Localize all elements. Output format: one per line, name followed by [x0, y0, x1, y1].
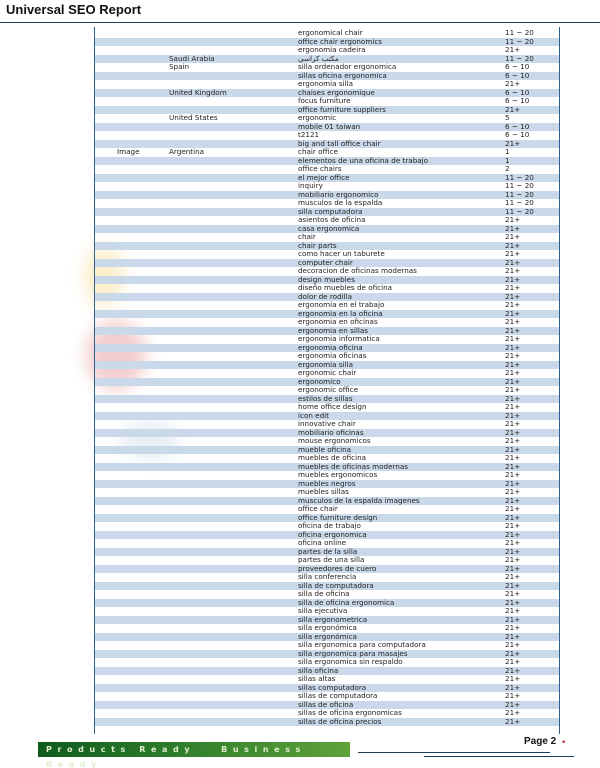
- keyword-cell: computer chair: [298, 258, 353, 267]
- rank-cell: 21+: [505, 658, 521, 666]
- keyword-cell: decoracion de oficinas modernas: [298, 267, 417, 275]
- keyword-cell: ergonomia informatica: [298, 335, 380, 343]
- table-row: [95, 522, 559, 531]
- keyword-cell: silla ergonómica: [298, 624, 357, 632]
- rank-cell: 21+: [505, 420, 521, 428]
- table-row: [95, 80, 559, 89]
- table-row: [95, 590, 559, 599]
- rank-cell: 21+: [505, 105, 521, 114]
- rank-cell: 21+: [505, 445, 521, 454]
- table-row: [95, 463, 559, 472]
- keyword-cell: silla de computadora: [298, 581, 374, 590]
- rank-cell: 21+: [505, 573, 521, 581]
- keyword-cell: big and tall office chair: [298, 139, 381, 148]
- table-row: [95, 386, 559, 395]
- rank-cell: 21+: [505, 624, 521, 632]
- table-row: [95, 140, 559, 149]
- rank-cell: 21+: [505, 547, 521, 556]
- rank-cell: 6 ~ 10: [505, 122, 530, 131]
- keyword-cell: design muebles: [298, 275, 355, 284]
- keyword-cell: mueble oficina: [298, 445, 352, 454]
- rank-cell: 21+: [505, 641, 521, 649]
- keyword-cell: partes de una silla: [298, 556, 365, 564]
- rank-cell: 21+: [505, 267, 521, 275]
- rank-cell: 6 ~ 10: [505, 63, 530, 71]
- keyword-cell: focus furniture: [298, 97, 351, 105]
- keyword-cell: estilos de sillas: [298, 394, 353, 403]
- rank-cell: 21+: [505, 258, 521, 267]
- rank-cell: 21+: [505, 666, 521, 675]
- keyword-cell: ergonomical chair: [298, 29, 363, 37]
- footer-tagline-right: Business Ready: [46, 745, 306, 768]
- keyword-cell: sillas oficina ergonomica: [298, 71, 387, 80]
- keyword-cell: ergonomia en sillas: [298, 326, 368, 335]
- table-row: [95, 573, 559, 582]
- keyword-cell: ergonomia cadeira: [298, 46, 366, 54]
- table-row: [95, 174, 559, 183]
- rank-cell: 21+: [505, 692, 521, 700]
- rank-cell: 11 ~ 20: [505, 207, 534, 216]
- table-row: [95, 548, 559, 557]
- keyword-cell: silla ergonómica: [298, 632, 357, 641]
- table-row: [95, 488, 559, 497]
- rank-cell: 21+: [505, 556, 521, 564]
- table-row: [95, 259, 559, 268]
- table-row: [95, 675, 559, 684]
- table-row: [95, 616, 559, 625]
- table-row: [95, 446, 559, 455]
- table-row: [95, 46, 559, 55]
- rank-cell: 21+: [505, 411, 521, 420]
- keyword-cell: silla de oficina ergonomica: [298, 598, 395, 607]
- table-row: [95, 437, 559, 446]
- keyword-cell: musculos de la espalda: [298, 199, 383, 207]
- table-row: [95, 403, 559, 412]
- table-row: [95, 318, 559, 327]
- table-row: [95, 718, 559, 727]
- rank-cell: 21+: [505, 377, 521, 386]
- keyword-cell: chair parts: [298, 241, 337, 250]
- table-row: [95, 352, 559, 361]
- keyword-cell: silla ergonomica para computadora: [298, 641, 426, 649]
- rank-cell: 11 ~ 20: [505, 190, 534, 199]
- table-row: [95, 225, 559, 234]
- rank-cell: 21+: [505, 241, 521, 250]
- header-divider: [0, 22, 600, 23]
- rank-cell: 21+: [505, 700, 521, 709]
- keyword-cell: silla de oficina: [298, 590, 350, 598]
- keyword-cell: oficina de trabajo: [298, 522, 361, 530]
- rank-cell: 21+: [505, 615, 521, 624]
- table-row: [95, 208, 559, 217]
- rank-cell: 21+: [505, 581, 521, 590]
- keyword-cell: muebles negros: [298, 479, 356, 488]
- keyword-cell: silla ordenador ergonomica: [298, 63, 397, 71]
- keyword-cell: ergonomic chair: [298, 369, 357, 377]
- rank-cell: 6 ~ 10: [505, 131, 530, 139]
- table-row: [95, 454, 559, 463]
- rank-cell: 21+: [505, 649, 521, 658]
- rank-cell: 21+: [505, 335, 521, 343]
- table-row: [95, 420, 559, 429]
- table-row: [95, 327, 559, 336]
- keyword-cell: chaises ergonomique: [298, 88, 375, 97]
- keyword-ranking-table: [95, 29, 559, 726]
- table-row: [95, 633, 559, 642]
- keyword-cell: mobile 01 taiwan: [298, 122, 361, 131]
- rank-cell: 21+: [505, 139, 521, 148]
- keyword-cell: ergonomic: [298, 114, 337, 122]
- table-row: [95, 650, 559, 659]
- table-row: [95, 97, 559, 106]
- page-marker-dot: •: [561, 738, 567, 748]
- keyword-cell: muebles sillas: [298, 488, 349, 496]
- footer-banner: [38, 742, 350, 768]
- rank-cell: 21+: [505, 505, 521, 513]
- rank-cell: 21+: [505, 607, 521, 615]
- rank-cell: 21+: [505, 717, 521, 726]
- table-row: [95, 72, 559, 81]
- keyword-cell: office furniture design: [298, 513, 378, 522]
- rank-cell: 21+: [505, 454, 521, 462]
- table-row: [95, 114, 559, 123]
- keyword-cell: ergonomia silla: [298, 80, 353, 88]
- keyword-cell: sillas de computadora: [298, 692, 378, 700]
- rank-cell: 6 ~ 10: [505, 88, 530, 97]
- rank-cell: 21+: [505, 326, 521, 335]
- rank-cell: 21+: [505, 428, 521, 437]
- rank-cell: 1: [505, 148, 510, 156]
- rank-cell: 21+: [505, 309, 521, 318]
- keyword-cell: el mejor office: [298, 173, 350, 182]
- rank-cell: 21+: [505, 403, 521, 411]
- keyword-cell: office chair ergonomics: [298, 37, 383, 46]
- rank-cell: 21+: [505, 46, 521, 54]
- keyword-cell: office chair: [298, 505, 338, 513]
- keyword-cell: ergonomia oficinas: [298, 352, 367, 360]
- rank-cell: 21+: [505, 437, 521, 445]
- table-row: [95, 131, 559, 140]
- keyword-cell: dolor de rodilla: [298, 292, 353, 301]
- table-row: [95, 267, 559, 276]
- keyword-cell: mouse ergonomicos: [298, 437, 371, 445]
- rank-cell: 21+: [505, 394, 521, 403]
- rank-cell: 11 ~ 20: [505, 182, 534, 190]
- rank-cell: 21+: [505, 709, 521, 717]
- table-row: [95, 165, 559, 174]
- keyword-cell: casa ergonomica: [298, 224, 360, 233]
- footer-tagline-left: Products Ready: [46, 745, 196, 754]
- table-row: [95, 55, 559, 64]
- keyword-cell: mobiliario ergonomico: [298, 190, 379, 199]
- page-number: Page 2: [524, 736, 557, 747]
- table-row: [95, 514, 559, 523]
- keyword-cell: oficina online: [298, 539, 347, 547]
- rank-cell: 21+: [505, 284, 521, 292]
- country-cell: Argentina: [169, 148, 205, 156]
- keyword-cell: silla ejecutiva: [298, 607, 348, 615]
- table-row: [95, 539, 559, 548]
- table-row: [95, 182, 559, 191]
- table-row: [95, 123, 559, 132]
- rank-cell: 21+: [505, 386, 521, 394]
- country-cell: United States: [169, 114, 218, 122]
- country-cell: Spain: [169, 63, 190, 71]
- rank-cell: 21+: [505, 233, 521, 241]
- keyword-cell: muebles ergonomicos: [298, 471, 378, 479]
- rank-cell: 21+: [505, 80, 521, 88]
- table-row: [95, 429, 559, 438]
- table-row: [95, 293, 559, 302]
- table-row: [95, 284, 559, 293]
- table-row: [95, 361, 559, 370]
- rank-cell: 11 ~ 20: [505, 29, 534, 37]
- rank-cell: 21+: [505, 632, 521, 641]
- keyword-cell: silla ergonomica sin respaldo: [298, 658, 403, 666]
- search-type-cell: Image: [117, 148, 140, 156]
- rank-cell: 21+: [505, 216, 521, 224]
- table-row: [95, 641, 559, 650]
- report-title: Universal SEO Report: [6, 2, 142, 17]
- table-row: [95, 369, 559, 378]
- table-row: [95, 684, 559, 693]
- keyword-cell: home office design: [298, 403, 367, 411]
- keyword-cell: sillas de oficina ergonomicas: [298, 709, 402, 717]
- rank-cell: 21+: [505, 462, 521, 471]
- rank-cell: 21+: [505, 360, 521, 369]
- table-row: [95, 667, 559, 676]
- table-row: [95, 216, 559, 225]
- rank-cell: 11 ~ 20: [505, 199, 534, 207]
- keyword-cell: مكتب كراسي: [298, 54, 339, 63]
- rank-cell: 21+: [505, 598, 521, 607]
- keyword-cell: ergonomia en la oficina: [298, 309, 383, 318]
- table-row: [95, 709, 559, 718]
- keyword-cell: ergonomia oficina: [298, 343, 363, 352]
- rank-cell: 21+: [505, 275, 521, 284]
- table-row: [95, 38, 559, 47]
- table-row: [95, 701, 559, 710]
- table-row: [95, 599, 559, 608]
- keyword-cell: asientos de oficina: [298, 216, 366, 224]
- keyword-cell: muebles de oficinas modernas: [298, 462, 409, 471]
- table-row: [95, 692, 559, 701]
- keyword-cell: silla ergonometrica: [298, 615, 368, 624]
- table-row: [95, 199, 559, 208]
- rank-cell: 21+: [505, 675, 521, 683]
- table-row: [95, 106, 559, 115]
- table-row: [95, 148, 559, 157]
- table-row: [95, 565, 559, 574]
- table-row: [95, 505, 559, 514]
- table-row: [95, 29, 559, 38]
- rank-cell: 21+: [505, 224, 521, 233]
- table-row: [95, 233, 559, 242]
- rank-cell: 21+: [505, 292, 521, 301]
- table-row: [95, 412, 559, 421]
- table-row: [95, 658, 559, 667]
- keyword-cell: office chairs: [298, 165, 342, 173]
- keyword-cell: office furniture suppliers: [298, 105, 386, 114]
- table-row: [95, 497, 559, 506]
- rank-cell: 21+: [505, 369, 521, 377]
- keyword-cell: icon edit: [298, 411, 329, 420]
- keyword-cell: chair: [298, 233, 316, 241]
- keyword-cell: proveedores de cuero: [298, 564, 377, 573]
- country-cell: Saudi Arabia: [169, 54, 215, 63]
- rank-cell: 6 ~ 10: [505, 71, 530, 80]
- keyword-cell: ergonomia en el trabajo: [298, 301, 385, 309]
- table-row: [95, 335, 559, 344]
- keyword-cell: diseño muebles de oficina: [298, 284, 393, 292]
- keyword-cell: sillas altas: [298, 675, 336, 683]
- table-row: [95, 471, 559, 480]
- table-row: [95, 378, 559, 387]
- rank-cell: 21+: [505, 250, 521, 258]
- rank-cell: 21+: [505, 530, 521, 539]
- table-row: [95, 607, 559, 616]
- rank-cell: 21+: [505, 522, 521, 530]
- keyword-cell: silla conferencia: [298, 573, 357, 581]
- table-row: [95, 395, 559, 404]
- keyword-cell: sillas de oficina: [298, 700, 354, 709]
- table-row: [95, 531, 559, 540]
- keyword-cell: ergonomico: [298, 377, 341, 386]
- footer-divider-upper: [358, 752, 550, 753]
- rank-cell: 21+: [505, 471, 521, 479]
- keyword-cell: innovative chair: [298, 420, 356, 428]
- rank-cell: 21+: [505, 343, 521, 352]
- rank-cell: 21+: [505, 479, 521, 488]
- table-row: [95, 242, 559, 251]
- keyword-cell: silla computadora: [298, 207, 363, 216]
- rank-cell: 21+: [505, 683, 521, 692]
- table-row: [95, 191, 559, 200]
- keyword-cell: ergonomic office: [298, 386, 359, 394]
- keyword-cell: elementos de una oficina de trabajo: [298, 156, 429, 165]
- table-row: [95, 63, 559, 72]
- rank-cell: 21+: [505, 488, 521, 496]
- rank-cell: 6 ~ 10: [505, 97, 530, 105]
- table-row: [95, 301, 559, 310]
- table-row: [95, 582, 559, 591]
- keyword-cell: sillas computadora: [298, 683, 367, 692]
- keyword-cell: silla ergonomica para masajes: [298, 649, 408, 658]
- keyword-cell: inquiry: [298, 182, 323, 190]
- keyword-cell: musculos de la espalda imagenes: [298, 496, 420, 505]
- table-row: [95, 250, 559, 259]
- rank-cell: 11 ~ 20: [505, 54, 534, 63]
- keyword-cell: silla oficina: [298, 666, 339, 675]
- rank-cell: 21+: [505, 301, 521, 309]
- footer-tagline: [46, 742, 350, 768]
- rank-cell: 21+: [505, 539, 521, 547]
- rank-cell: 21+: [505, 496, 521, 505]
- rank-cell: 21+: [505, 318, 521, 326]
- keyword-cell: t2121: [298, 131, 320, 139]
- rank-cell: 11 ~ 20: [505, 173, 534, 182]
- keyword-cell: mobiliario oficinas: [298, 428, 364, 437]
- table-row: [95, 276, 559, 285]
- rank-cell: 1: [505, 156, 510, 165]
- table-row: [95, 344, 559, 353]
- keyword-cell: como hacer un taburete: [298, 250, 385, 258]
- keyword-cell: oficina ergonomica: [298, 530, 367, 539]
- table-row: [95, 89, 559, 98]
- keyword-cell: muebles de oficina: [298, 454, 367, 462]
- footer-divider-lower: [424, 756, 574, 757]
- keyword-cell: ergonomia silla: [298, 360, 353, 369]
- table-row: [95, 157, 559, 166]
- rank-cell: 21+: [505, 352, 521, 360]
- rank-cell: 21+: [505, 590, 521, 598]
- table-row: [95, 310, 559, 319]
- table-row: [95, 556, 559, 565]
- table-right-border: [559, 27, 560, 734]
- rank-cell: 21+: [505, 564, 521, 573]
- rank-cell: 2: [505, 165, 510, 173]
- rank-cell: 21+: [505, 513, 521, 522]
- table-row: [95, 624, 559, 633]
- country-cell: United Kingdom: [169, 88, 227, 97]
- table-row: [95, 480, 559, 489]
- keyword-cell: sillas de oficina precios: [298, 717, 382, 726]
- keyword-cell: chair office: [298, 148, 338, 156]
- rank-cell: 5: [505, 114, 510, 122]
- keyword-cell: partes de la silla: [298, 547, 358, 556]
- keyword-cell: ergonomia en oficinas: [298, 318, 378, 326]
- rank-cell: 11 ~ 20: [505, 37, 534, 46]
